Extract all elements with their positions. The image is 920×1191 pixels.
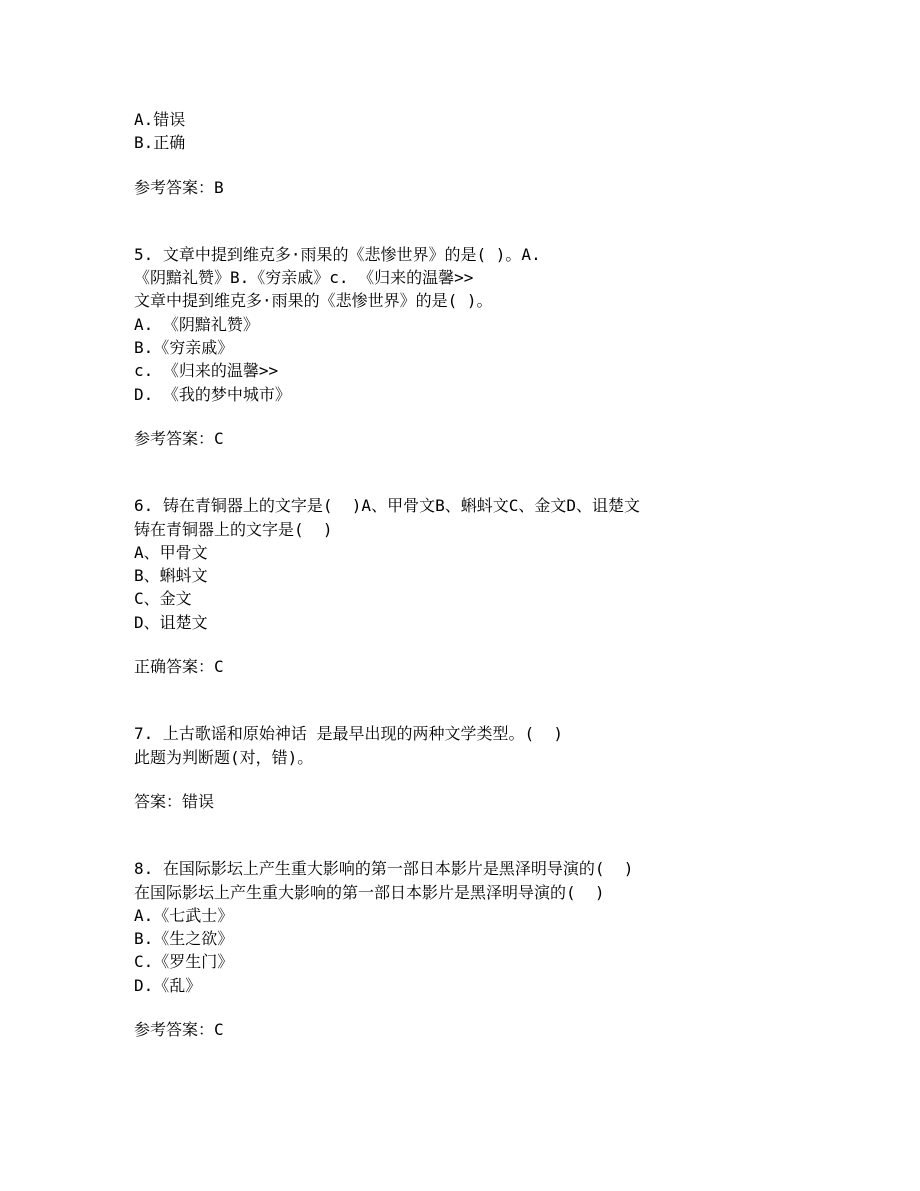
- option-b: B、蝌蚪文: [134, 566, 208, 586]
- answer-line: 答案：错误: [134, 791, 215, 811]
- option-a: A.错误: [134, 110, 186, 129]
- option-d: D、诅楚文: [134, 612, 208, 632]
- option-c: c. 《归来的温馨>>: [134, 361, 279, 381]
- option-b: B.《穷亲戚》: [134, 338, 234, 358]
- question-4-remainder: [134, 108, 834, 199]
- option-a: A.《七武士》: [134, 905, 234, 925]
- option-d: D.《乱》: [134, 975, 202, 995]
- question-text: 8. 在国际影坛上产生重大影响的第一部日本影片是黑泽明导演的( ): [134, 859, 634, 879]
- option-b: B.《生之欲》: [134, 929, 234, 949]
- answer-line: 参考答案：C: [134, 1020, 224, 1040]
- option-c: C.《罗生门》: [134, 952, 234, 972]
- question-7: [134, 722, 834, 813]
- question-text: 6. 铸在青铜器上的文字是( )A、甲骨文B、蝌蚪文C、金文D、诅楚文: [134, 496, 640, 516]
- option-a: A. 《阴黯礼赞》: [134, 314, 259, 334]
- question-5: [134, 243, 834, 450]
- question-stem: 在国际影坛上产生重大影响的第一部日本影片是黑泽明导演的( ): [134, 882, 605, 902]
- answer-line: 正确答案：C: [134, 657, 224, 677]
- question-6: [134, 494, 834, 678]
- question-text: 5. 文章中提到维克多·雨果的《悲惨世界》的是( )。A.: [134, 244, 541, 264]
- option-c: C、金文: [134, 589, 192, 609]
- question-text: 7. 上古歌谣和原始神话 是最早出现的两种文学类型。( ): [134, 724, 564, 744]
- answer-line: 参考答案：C: [134, 428, 224, 448]
- option-a: A、甲骨文: [134, 542, 208, 562]
- question-stem: 铸在青铜器上的文字是( ): [134, 519, 333, 539]
- exam-document: [134, 108, 834, 1041]
- question-text: 《阴黯礼赞》B.《穷亲戚》c. 《归来的温馨>>: [134, 268, 474, 288]
- question-note: 此题为判断题(对，错)。: [134, 747, 314, 767]
- answer-line: 参考答案：B: [134, 177, 224, 197]
- question-8: [134, 857, 834, 1041]
- option-d: D. 《我的梦中城市》: [134, 384, 291, 404]
- option-b: B.正确: [134, 133, 186, 153]
- question-stem: 文章中提到维克多·雨果的《悲惨世界》的是( )。: [134, 291, 493, 311]
